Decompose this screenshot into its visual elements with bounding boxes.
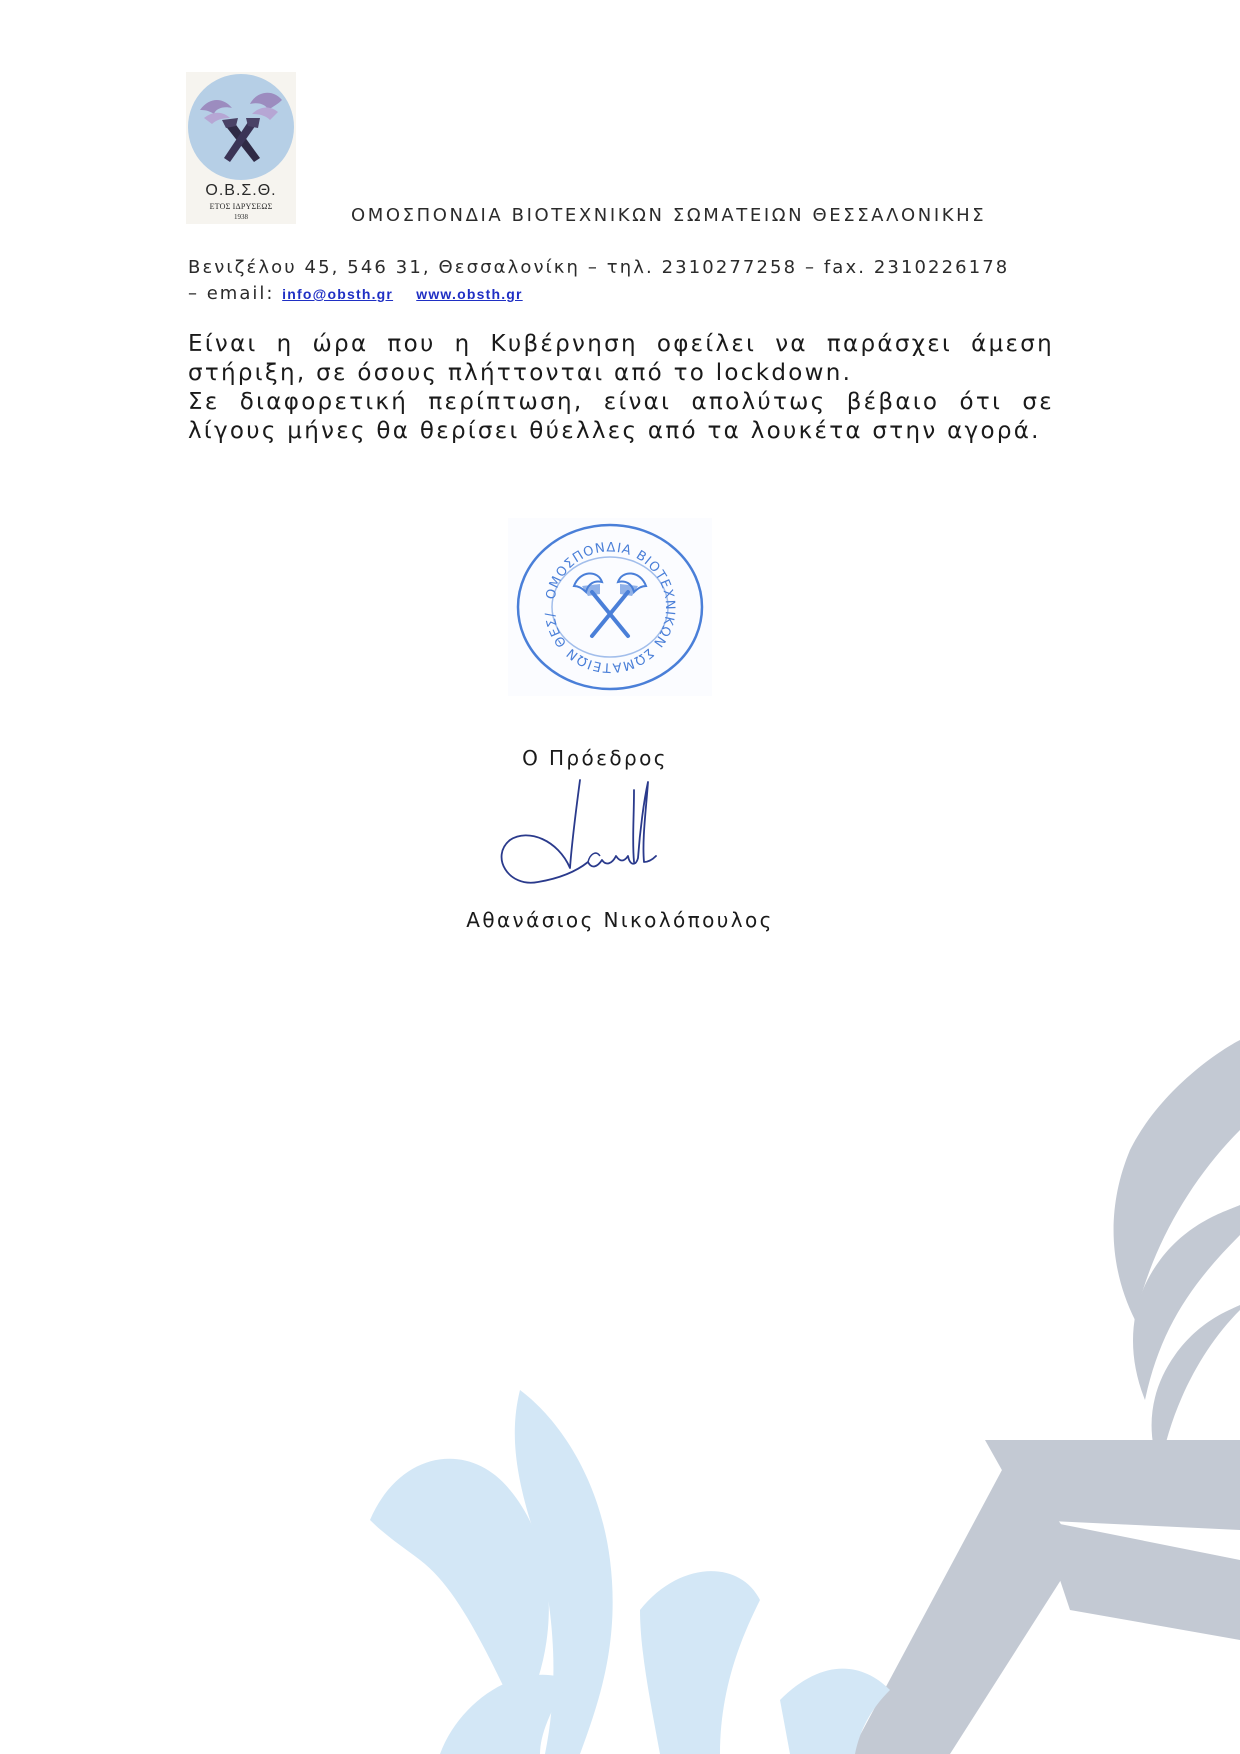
signatory-name: Αθανάσιος Νικολόπουλος: [466, 908, 774, 932]
stamp-text: ΟΜΟΣΠΟΝΔΙΑ ΒΙΟΤΕΧΝΙΚΩΝ ΣΩΜΑΤΕΙΩΝ ΘΕΣ/: [543, 540, 678, 675]
body-line-2: στήριξη, σε όσους πλήττονται από το lockdown.: [188, 360, 853, 386]
address-line: Βενιζέλου 45, 546 31, Θεσσαλονίκη – τηλ. 2310277258 – fax. 2310226178: [188, 257, 1010, 278]
body-line-1: Είναι η ώρα που η Κυβέρνηση οφείλει να παράσχει άμεση: [188, 331, 1054, 357]
organization-name: ΟΜΟΣΠΟΝΔΙΑ ΒΙΟΤΕΧΝΙΚΩΝ ΣΩΜΑΤΕΙΩΝ ΘΕΣΣΑΛΟΝΙΚΗΣ: [351, 205, 987, 226]
logo-abbreviation: Ο.Β.Σ.Θ.: [205, 182, 277, 199]
body-line-4: λίγους μήνες θα θερίσει θύελλες από τα λουκέτα στην αγορά.: [188, 418, 1041, 444]
logo-subtitle: ΕΤΟΣ ΙΔΡΥΣΕΩΣ: [209, 202, 273, 211]
logo-year: 1938: [234, 213, 248, 221]
website-link[interactable]: www.obsth.gr: [416, 286, 523, 302]
email-prefix: – email:: [188, 283, 275, 304]
body-line-3: Σε διαφορετική περίπτωση, είναι απολύτως βέβαιο ότι σε: [188, 389, 1054, 415]
signature-title: Ο Πρόεδρος: [522, 746, 668, 770]
email-link[interactable]: info@obsth.gr: [282, 286, 394, 302]
